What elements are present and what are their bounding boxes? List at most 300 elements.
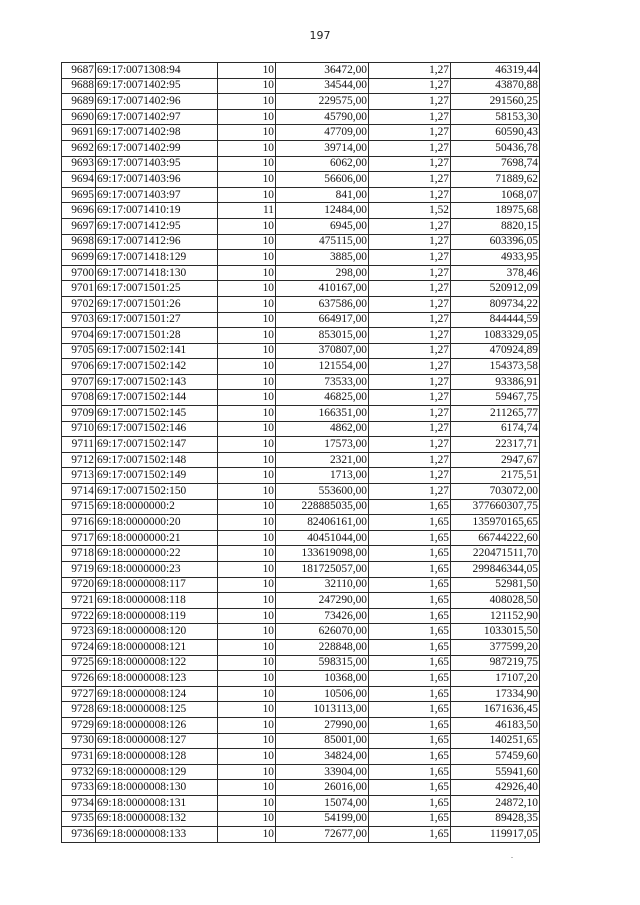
row-number: 9736 — [62, 827, 96, 843]
table-row — [62, 78, 540, 94]
coefficient-cell: 1,65 — [369, 515, 451, 531]
table-row — [62, 218, 540, 234]
value-cell: 18975,68 — [451, 203, 540, 219]
table-row — [62, 702, 540, 718]
area-cell: 15074,00 — [276, 795, 369, 811]
count-cell: 10 — [218, 686, 276, 702]
area-cell: 4862,00 — [276, 421, 369, 437]
count-cell: 10 — [218, 421, 276, 437]
value-cell: 7698,74 — [451, 156, 540, 172]
count-cell: 10 — [218, 187, 276, 203]
cadastral-number: 69:17:0071502:148 — [96, 452, 218, 468]
area-cell: 56606,00 — [276, 172, 369, 188]
cadastral-number: 69:18:0000000:21 — [96, 530, 218, 546]
value-cell: 17107,20 — [451, 671, 540, 687]
table-row — [62, 328, 540, 344]
coefficient-cell: 1,65 — [369, 577, 451, 593]
coefficient-cell: 1,65 — [369, 624, 451, 640]
count-cell: 10 — [218, 484, 276, 500]
coefficient-cell: 1,27 — [369, 468, 451, 484]
table-row — [62, 63, 540, 79]
area-cell: 34544,00 — [276, 78, 369, 94]
area-cell: 247290,00 — [276, 593, 369, 609]
table-row — [62, 390, 540, 406]
area-cell: 27990,00 — [276, 717, 369, 733]
table-row — [62, 593, 540, 609]
count-cell: 10 — [218, 250, 276, 266]
coefficient-cell: 1,27 — [369, 234, 451, 250]
cadastral-number: 69:17:0071402:96 — [96, 94, 218, 110]
count-cell: 10 — [218, 63, 276, 79]
area-cell: 841,00 — [276, 187, 369, 203]
value-cell: 42926,40 — [451, 780, 540, 796]
count-cell: 10 — [218, 78, 276, 94]
table-row — [62, 125, 540, 141]
table-row — [62, 359, 540, 375]
cadastral-number: 69:18:0000008:125 — [96, 702, 218, 718]
row-number: 9727 — [62, 686, 96, 702]
count-cell: 10 — [218, 374, 276, 390]
value-cell: 987219,75 — [451, 655, 540, 671]
cadastral-number: 69:18:0000000:20 — [96, 515, 218, 531]
count-cell: 10 — [218, 140, 276, 156]
count-cell: 10 — [218, 94, 276, 110]
coefficient-cell: 1,65 — [369, 764, 451, 780]
coefficient-cell: 1,65 — [369, 686, 451, 702]
row-number: 9712 — [62, 452, 96, 468]
row-number: 9726 — [62, 671, 96, 687]
cadastral-number: 69:17:0071502:147 — [96, 437, 218, 453]
row-number: 9733 — [62, 780, 96, 796]
value-cell: 299846344,05 — [451, 562, 540, 578]
value-cell: 58153,30 — [451, 109, 540, 125]
row-number: 9700 — [62, 265, 96, 281]
row-number: 9705 — [62, 343, 96, 359]
row-number: 9731 — [62, 749, 96, 765]
cadastral-number: 69:18:0000008:133 — [96, 827, 218, 843]
area-cell: 228848,00 — [276, 639, 369, 655]
cadastral-number: 69:17:0071412:96 — [96, 234, 218, 250]
row-number: 9722 — [62, 608, 96, 624]
row-number: 9695 — [62, 187, 96, 203]
coefficient-cell: 1,65 — [369, 499, 451, 515]
value-cell: 1083329,05 — [451, 328, 540, 344]
value-cell: 121152,90 — [451, 608, 540, 624]
row-number: 9690 — [62, 109, 96, 125]
area-cell: 12484,00 — [276, 203, 369, 219]
value-cell: 55941,60 — [451, 764, 540, 780]
row-number: 9725 — [62, 655, 96, 671]
value-cell: 140251,65 — [451, 733, 540, 749]
count-cell: 10 — [218, 702, 276, 718]
area-cell: 1013113,00 — [276, 702, 369, 718]
table-row — [62, 577, 540, 593]
row-number: 9721 — [62, 593, 96, 609]
cadastral-number: 69:17:0071501:26 — [96, 296, 218, 312]
cadastral-number: 69:17:0071502:141 — [96, 343, 218, 359]
cadastral-number: 69:18:0000008:117 — [96, 577, 218, 593]
value-cell: 603396,05 — [451, 234, 540, 250]
row-number: 9703 — [62, 312, 96, 328]
value-cell: 154373,58 — [451, 359, 540, 375]
row-number: 9715 — [62, 499, 96, 515]
row-number: 9688 — [62, 78, 96, 94]
table-row — [62, 530, 540, 546]
table-row — [62, 468, 540, 484]
table-row — [62, 406, 540, 422]
coefficient-cell: 1,27 — [369, 374, 451, 390]
row-number: 9694 — [62, 172, 96, 188]
table-row — [62, 281, 540, 297]
value-cell: 809734,22 — [451, 296, 540, 312]
value-cell: 24872,10 — [451, 795, 540, 811]
coefficient-cell: 1,65 — [369, 655, 451, 671]
area-cell: 228885035,00 — [276, 499, 369, 515]
table-row — [62, 234, 540, 250]
table-row — [62, 250, 540, 266]
count-cell: 10 — [218, 125, 276, 141]
row-number: 9714 — [62, 484, 96, 500]
coefficient-cell: 1,65 — [369, 593, 451, 609]
count-cell: 10 — [218, 780, 276, 796]
cadastral-number: 69:18:0000008:129 — [96, 764, 218, 780]
value-cell: 2947,67 — [451, 452, 540, 468]
value-cell: 17334,90 — [451, 686, 540, 702]
coefficient-cell: 1,27 — [369, 140, 451, 156]
area-cell: 85001,00 — [276, 733, 369, 749]
value-cell: 66744222,60 — [451, 530, 540, 546]
row-number: 9689 — [62, 94, 96, 110]
page-number: 197 — [309, 29, 331, 42]
value-cell: 291560,25 — [451, 94, 540, 110]
area-cell: 10368,00 — [276, 671, 369, 687]
table-row — [62, 515, 540, 531]
count-cell: 10 — [218, 328, 276, 344]
area-cell: 475115,00 — [276, 234, 369, 250]
cadastral-number: 69:17:0071502:149 — [96, 468, 218, 484]
coefficient-cell: 1,27 — [369, 109, 451, 125]
coefficient-cell: 1,27 — [369, 172, 451, 188]
area-cell: 1713,00 — [276, 468, 369, 484]
table-row — [62, 717, 540, 733]
row-number: 9687 — [62, 63, 96, 79]
table-row — [62, 484, 540, 500]
table-row — [62, 546, 540, 562]
value-cell: 408028,50 — [451, 593, 540, 609]
count-cell: 11 — [218, 203, 276, 219]
coefficient-cell: 1,65 — [369, 749, 451, 765]
cadastral-number: 69:18:0000008:121 — [96, 639, 218, 655]
count-cell: 10 — [218, 655, 276, 671]
coefficient-cell: 1,27 — [369, 437, 451, 453]
area-cell: 2321,00 — [276, 452, 369, 468]
value-cell: 211265,77 — [451, 406, 540, 422]
value-cell: 470924,89 — [451, 343, 540, 359]
coefficient-cell: 1,27 — [369, 296, 451, 312]
value-cell: 89428,35 — [451, 811, 540, 827]
area-cell: 121554,00 — [276, 359, 369, 375]
table-row — [62, 172, 540, 188]
area-cell: 26016,00 — [276, 780, 369, 796]
area-cell: 3885,00 — [276, 250, 369, 266]
area-cell: 73426,00 — [276, 608, 369, 624]
count-cell: 10 — [218, 390, 276, 406]
coefficient-cell: 1,65 — [369, 546, 451, 562]
coefficient-cell: 1,65 — [369, 827, 451, 843]
row-number: 9701 — [62, 281, 96, 297]
count-cell: 10 — [218, 577, 276, 593]
value-cell: 1671636,45 — [451, 702, 540, 718]
value-cell: 520912,09 — [451, 281, 540, 297]
count-cell: 10 — [218, 406, 276, 422]
count-cell: 10 — [218, 764, 276, 780]
coefficient-cell: 1,27 — [369, 125, 451, 141]
cadastral-number: 69:17:0071501:25 — [96, 281, 218, 297]
table-row — [62, 655, 540, 671]
row-number: 9699 — [62, 250, 96, 266]
row-number: 9704 — [62, 328, 96, 344]
coefficient-cell: 1,27 — [369, 328, 451, 344]
value-cell: 6174,74 — [451, 421, 540, 437]
coefficient-cell: 1,27 — [369, 218, 451, 234]
area-cell: 133619098,00 — [276, 546, 369, 562]
cadastral-number: 69:18:0000008:120 — [96, 624, 218, 640]
row-number: 9724 — [62, 639, 96, 655]
coefficient-cell: 1,27 — [369, 281, 451, 297]
row-number: 9719 — [62, 562, 96, 578]
value-cell: 60590,43 — [451, 125, 540, 141]
row-number: 9718 — [62, 546, 96, 562]
area-cell: 853015,00 — [276, 328, 369, 344]
area-cell: 10506,00 — [276, 686, 369, 702]
value-cell: 59467,75 — [451, 390, 540, 406]
coefficient-cell: 1,65 — [369, 795, 451, 811]
count-cell: 10 — [218, 172, 276, 188]
count-cell: 10 — [218, 795, 276, 811]
value-cell: 4933,95 — [451, 250, 540, 266]
table-row — [62, 764, 540, 780]
table-row — [62, 437, 540, 453]
value-cell: 43870,88 — [451, 78, 540, 94]
table-row — [62, 343, 540, 359]
count-cell: 10 — [218, 639, 276, 655]
count-cell: 10 — [218, 717, 276, 733]
coefficient-cell: 1,65 — [369, 671, 451, 687]
cadastral-number: 69:18:0000008:126 — [96, 717, 218, 733]
table-row — [62, 203, 540, 219]
table-row — [62, 499, 540, 515]
value-cell: 71889,62 — [451, 172, 540, 188]
value-cell: 8820,15 — [451, 218, 540, 234]
table-row — [62, 452, 540, 468]
row-number: 9723 — [62, 624, 96, 640]
count-cell: 10 — [218, 343, 276, 359]
value-cell: 46319,44 — [451, 63, 540, 79]
cadastral-number: 69:17:0071412:95 — [96, 218, 218, 234]
count-cell: 10 — [218, 265, 276, 281]
count-cell: 10 — [218, 296, 276, 312]
area-cell: 45790,00 — [276, 109, 369, 125]
cadastral-number: 69:18:0000000:23 — [96, 562, 218, 578]
cadastral-number: 69:17:0071502:145 — [96, 406, 218, 422]
table-row — [62, 811, 540, 827]
area-cell: 6945,00 — [276, 218, 369, 234]
cadastral-number: 69:18:0000008:132 — [96, 811, 218, 827]
coefficient-cell: 1,27 — [369, 250, 451, 266]
count-cell: 10 — [218, 827, 276, 843]
coefficient-cell: 1,27 — [369, 156, 451, 172]
cadastral-number: 69:17:0071502:146 — [96, 421, 218, 437]
value-cell: 2175,51 — [451, 468, 540, 484]
value-cell: 1068,07 — [451, 187, 540, 203]
area-cell: 229575,00 — [276, 94, 369, 110]
table-row — [62, 374, 540, 390]
table-row — [62, 608, 540, 624]
area-cell: 166351,00 — [276, 406, 369, 422]
count-cell: 10 — [218, 624, 276, 640]
cadastral-number: 69:17:0071403:97 — [96, 187, 218, 203]
count-cell: 10 — [218, 312, 276, 328]
cadastral-number: 69:18:0000008:122 — [96, 655, 218, 671]
cadastral-number: 69:17:0071418:130 — [96, 265, 218, 281]
cadastral-number: 69:18:0000008:130 — [96, 780, 218, 796]
row-number: 9693 — [62, 156, 96, 172]
table-row — [62, 296, 540, 312]
coefficient-cell: 1,65 — [369, 733, 451, 749]
coefficient-cell: 1,65 — [369, 811, 451, 827]
row-number: 9728 — [62, 702, 96, 718]
coefficient-cell: 1,27 — [369, 312, 451, 328]
table-row — [62, 562, 540, 578]
cadastral-number: 69:17:0071402:99 — [96, 140, 218, 156]
row-number: 9706 — [62, 359, 96, 375]
count-cell: 10 — [218, 608, 276, 624]
coefficient-cell: 1,27 — [369, 406, 451, 422]
coefficient-cell: 1,27 — [369, 484, 451, 500]
count-cell: 10 — [218, 593, 276, 609]
table-row — [62, 187, 540, 203]
coefficient-cell: 1,27 — [369, 187, 451, 203]
count-cell: 10 — [218, 530, 276, 546]
area-cell: 410167,00 — [276, 281, 369, 297]
cadastral-number: 69:17:0071402:97 — [96, 109, 218, 125]
cadastral-number: 69:18:0000008:127 — [96, 733, 218, 749]
count-cell: 10 — [218, 671, 276, 687]
cadastral-number: 69:18:0000008:118 — [96, 593, 218, 609]
cadastral-number: 69:17:0071410:19 — [96, 203, 218, 219]
value-cell: 50436,78 — [451, 140, 540, 156]
area-cell: 6062,00 — [276, 156, 369, 172]
count-cell: 10 — [218, 109, 276, 125]
area-cell: 637586,00 — [276, 296, 369, 312]
cadastral-number: 69:18:0000008:128 — [96, 749, 218, 765]
area-cell: 181725057,00 — [276, 562, 369, 578]
row-number: 9710 — [62, 421, 96, 437]
cadastral-value-table — [61, 62, 540, 843]
value-cell: 93386,91 — [451, 374, 540, 390]
value-cell: 703072,00 — [451, 484, 540, 500]
row-number: 9691 — [62, 125, 96, 141]
table-row — [62, 140, 540, 156]
value-cell: 377660307,75 — [451, 499, 540, 515]
table-row — [62, 639, 540, 655]
area-cell: 72677,00 — [276, 827, 369, 843]
row-number: 9716 — [62, 515, 96, 531]
value-cell: 46183,50 — [451, 717, 540, 733]
area-cell: 17573,00 — [276, 437, 369, 453]
value-cell: 119917,05 — [451, 827, 540, 843]
coefficient-cell: 1,65 — [369, 702, 451, 718]
row-number: 9735 — [62, 811, 96, 827]
area-cell: 32110,00 — [276, 577, 369, 593]
coefficient-cell: 1,27 — [369, 78, 451, 94]
count-cell: 10 — [218, 234, 276, 250]
coefficient-cell: 1,27 — [369, 359, 451, 375]
value-cell: 22317,71 — [451, 437, 540, 453]
area-cell: 36472,00 — [276, 63, 369, 79]
count-cell: 10 — [218, 218, 276, 234]
coefficient-cell: 1,27 — [369, 265, 451, 281]
cadastral-number: 69:18:0000000:2 — [96, 499, 218, 515]
row-number: 9732 — [62, 764, 96, 780]
coefficient-cell: 1,65 — [369, 639, 451, 655]
count-cell: 10 — [218, 546, 276, 562]
coefficient-cell: 1,27 — [369, 63, 451, 79]
coefficient-cell: 1,65 — [369, 608, 451, 624]
count-cell: 10 — [218, 499, 276, 515]
area-cell: 47709,00 — [276, 125, 369, 141]
cadastral-number: 69:18:0000008:131 — [96, 795, 218, 811]
coefficient-cell: 1,65 — [369, 562, 451, 578]
cadastral-number: 69:17:0071402:95 — [96, 78, 218, 94]
count-cell: 10 — [218, 156, 276, 172]
area-cell: 54199,00 — [276, 811, 369, 827]
row-number: 9708 — [62, 390, 96, 406]
coefficient-cell: 1,65 — [369, 717, 451, 733]
count-cell: 10 — [218, 749, 276, 765]
table-row — [62, 156, 540, 172]
cadastral-number: 69:17:0071502:150 — [96, 484, 218, 500]
table-row — [62, 795, 540, 811]
table-body — [62, 63, 540, 843]
cadastral-number: 69:18:0000008:123 — [96, 671, 218, 687]
cadastral-number: 69:17:0071501:28 — [96, 328, 218, 344]
area-cell: 370807,00 — [276, 343, 369, 359]
cadastral-number: 69:17:0071502:142 — [96, 359, 218, 375]
area-cell: 82406161,00 — [276, 515, 369, 531]
value-cell: 52981,50 — [451, 577, 540, 593]
scan-speck — [511, 857, 513, 858]
area-cell: 664917,00 — [276, 312, 369, 328]
coefficient-cell: 1,65 — [369, 780, 451, 796]
cadastral-number: 69:17:0071403:95 — [96, 156, 218, 172]
cadastral-number: 69:17:0071308:94 — [96, 63, 218, 79]
table-row — [62, 733, 540, 749]
cadastral-number: 69:17:0071502:143 — [96, 374, 218, 390]
table-row — [62, 624, 540, 640]
table-row — [62, 94, 540, 110]
row-number: 9692 — [62, 140, 96, 156]
cadastral-number: 69:18:0000008:119 — [96, 608, 218, 624]
row-number: 9711 — [62, 437, 96, 453]
area-cell: 33904,00 — [276, 764, 369, 780]
area-cell: 40451044,00 — [276, 530, 369, 546]
value-cell: 220471511,70 — [451, 546, 540, 562]
table-row — [62, 312, 540, 328]
row-number: 9730 — [62, 733, 96, 749]
cadastral-number: 69:17:0071501:27 — [96, 312, 218, 328]
value-cell: 135970165,65 — [451, 515, 540, 531]
